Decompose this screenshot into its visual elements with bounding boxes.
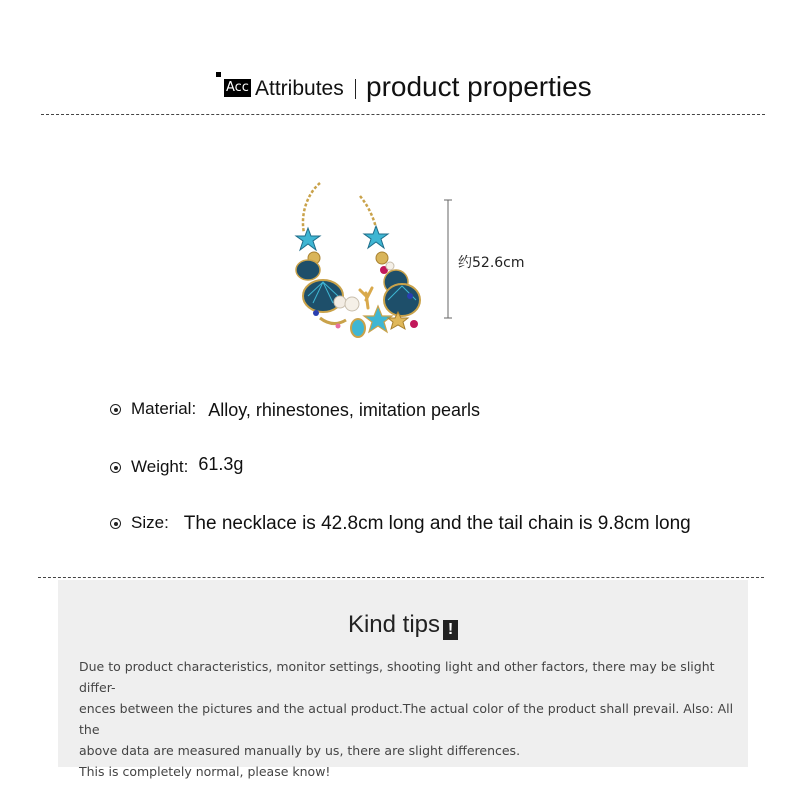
attribute-value: The necklace is 42.8cm long and the tail chain is 9.8cm long [183,513,691,534]
kind-tips-body [79,656,734,782]
attribute-key: Material: [131,399,197,418]
attribute-row-weight [110,456,243,477]
tips-line: above data are measured manually by us, there are slight differences. [79,743,521,758]
header-label-box: Acc [226,80,249,95]
bottom-dashed-divider [38,577,764,578]
header-marker-dot [216,72,221,77]
top-dashed-divider [41,114,765,115]
dimension-indicator [440,198,460,322]
dimension-label: 约52.6cm [458,255,525,271]
bullet-icon [110,462,121,473]
attribute-row-size [110,512,691,534]
page-title: product properties [366,71,592,102]
kind-tips-heading [58,610,748,640]
attribute-key: Weight: [131,457,189,476]
attribute-key: Size: [131,513,169,532]
header-divider [355,79,356,99]
bullet-icon [110,518,121,529]
tips-line: ences between the pictures and the actual product.The actual color of the product shall prevail. Also: All the [79,701,734,737]
attribute-value: Alloy, rhinestones, imitation pearls [208,400,480,420]
necklace-image [278,178,428,343]
tips-line: Due to product characteristics, monitor settings, shooting light and other factors, there may be slight differ- [79,659,715,695]
attribute-value: 61.3g [198,454,244,474]
bullet-icon [110,404,121,415]
tips-line: This is completely normal, please know! [79,764,331,779]
header-attributes-label: Attributes [255,77,344,100]
kind-tips-title: Kind tips [347,611,441,638]
exclamation-icon: ! [443,620,458,640]
kind-tips-panel [58,580,748,779]
attribute-row-material [110,398,480,419]
